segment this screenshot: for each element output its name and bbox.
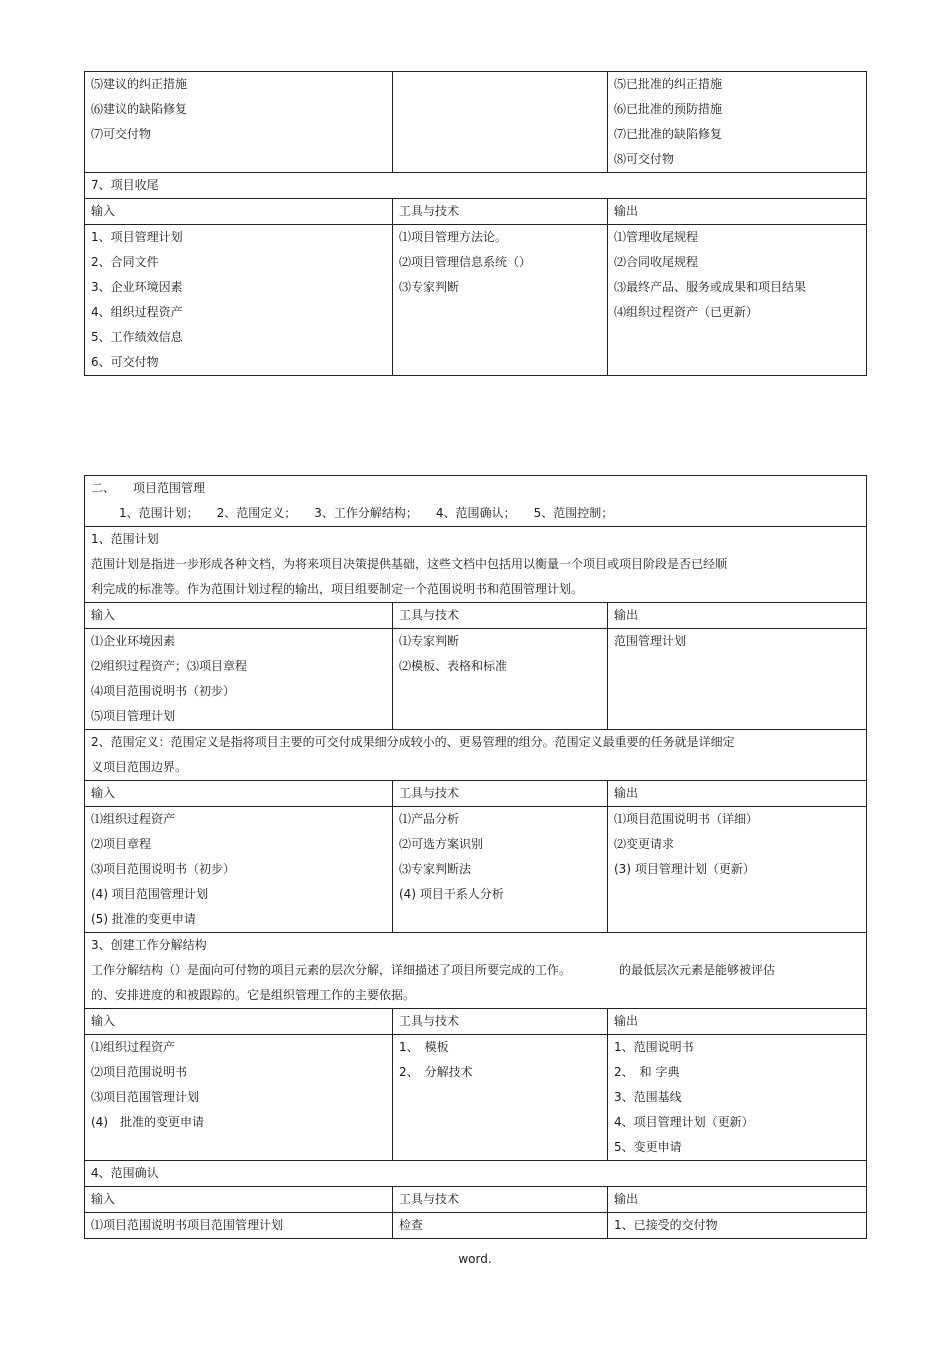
list-item: (4) 项目范围管理计划 (91, 887, 208, 901)
section-title: 7、项目收尾 (85, 173, 867, 199)
section-description: 范围计划是指进一步形成各种文档，为将来项目决策提供基础，这些文档中包括用以衡量一个项目或项目阶段是否已经顺 (91, 557, 728, 571)
list-item: ⑹建议的缺陷修复 (91, 102, 188, 116)
column-headers (85, 603, 867, 629)
overview-item: 4、范围确认； (435, 506, 516, 520)
scope-define-desc-row (85, 730, 867, 781)
list-item: 1、范围说明书 (614, 1040, 694, 1054)
list-item: ⑵项目章程 (91, 837, 152, 851)
list-item: ⑻可交付物 (614, 152, 675, 166)
list-item: 1、项目管理计划 (91, 230, 183, 244)
col-header-inputs: 输入 (85, 1009, 393, 1035)
list-item: 3、范围基线 (614, 1090, 682, 1104)
list-item: 3、企业环境因素 (91, 280, 183, 294)
list-item: 2、合同文件 (91, 255, 159, 269)
section-description: 义项目范围边界。 (91, 760, 188, 774)
continued-row (85, 72, 867, 173)
overview-item: 5、范围控制； (533, 506, 614, 520)
list-item: 4、项目管理计划（更新） (614, 1115, 754, 1129)
list-item: 5、工作绩效信息 (91, 330, 183, 344)
list-item: 1、 模板 (399, 1040, 449, 1054)
list-item: 1、已接受的交付物 (614, 1218, 718, 1232)
list-item: (3) 项目管理计划（更新） (614, 862, 755, 876)
list-item: ⑴专家判断 (399, 634, 460, 648)
column-headers (85, 781, 867, 807)
content-row (85, 225, 867, 376)
col-header-inputs: 输入 (85, 781, 393, 807)
content-row (85, 1035, 867, 1161)
overview-item: 3、工作分解结构； (314, 506, 418, 520)
content-row (85, 629, 867, 730)
list-item: ⑶项目范围说明书（初步） (91, 862, 236, 876)
list-item: ⑷组织过程资产（已更新） (614, 305, 759, 319)
list-item: ⑵合同收尾规程 (614, 255, 699, 269)
outputs-cell (608, 629, 867, 730)
outputs-cell (608, 807, 867, 933)
col-header-outputs: 输出 (608, 1187, 867, 1213)
list-item: 检查 (399, 1218, 424, 1232)
list-item: ⑶项目范围管理计划 (91, 1090, 200, 1104)
list-item: 范围管理计划 (614, 634, 687, 648)
col-header-inputs: 输入 (85, 1187, 393, 1213)
tools-cell (393, 1035, 608, 1161)
closing-process-table (84, 71, 867, 376)
overview-item: 1、范围计划； (119, 506, 199, 520)
list-item: 2、 分解技术 (399, 1065, 473, 1079)
list-item: ⑴组织过程资产 (91, 812, 176, 826)
section-description: 2、范围定义：范围定义是指将项目主要的可交付成果细分成较小的、更易管理的组分。范围定义最重要的任务就是详细定 (91, 735, 735, 749)
tools-cell (393, 72, 608, 173)
list-item: ⑺可交付物 (91, 127, 152, 141)
scope-header-row (85, 476, 867, 527)
list-item: ⑵变更请求 (614, 837, 675, 851)
list-item: (4) 批准的变更申请 (91, 1115, 204, 1129)
outputs-cell (608, 1213, 867, 1239)
col-header-outputs: 输出 (608, 199, 867, 225)
section-description: 的、安排进度的和被跟踪的。它是组织管理工作的主要依据。 (91, 988, 416, 1002)
section-title: 3、创建工作分解结构 (91, 938, 207, 952)
tools-cell (393, 1213, 608, 1239)
list-item: ⑴管理收尾规程 (614, 230, 699, 244)
col-header-outputs: 输出 (608, 1009, 867, 1035)
list-item: ⑶专家判断 (399, 280, 460, 294)
tools-cell (393, 807, 608, 933)
outputs-cell (608, 225, 867, 376)
list-item: ⑵项目范围说明书 (91, 1065, 188, 1079)
list-item: ⑸已批准的纠正措施 (614, 77, 723, 91)
list-item: ⑶专家判断法 (399, 862, 472, 876)
list-item: ⑴企业环境因素 (91, 634, 176, 648)
list-item: ⑴产品分析 (399, 812, 460, 826)
tools-cell (393, 629, 608, 730)
inputs-cell (85, 225, 393, 376)
col-header-outputs: 输出 (608, 781, 867, 807)
chapter-number: 二、 (91, 481, 116, 495)
overview-item: 2、范围定义； (216, 506, 297, 520)
col-header-inputs: 输入 (85, 199, 393, 225)
inputs-cell (85, 1035, 393, 1161)
list-item: ⑴组织过程资产 (91, 1040, 176, 1054)
inputs-cell (85, 1213, 393, 1239)
scope-management-table (84, 475, 867, 1239)
list-item: ⑶最终产品、服务或成果和项目结果 (614, 280, 807, 294)
description-part: 工作分解结构（）是面向可付物的项目元素的层次分解，详细描述了项目所要完成的工作。 (91, 963, 572, 977)
list-item: ⑵可选方案识别 (399, 837, 484, 851)
chapter-title (91, 476, 860, 501)
list-item: ⑴项目范围说明书项目范围管理计划 (91, 1218, 284, 1232)
outputs-cell (608, 1035, 867, 1161)
section-description: 利完成的标准等。作为范围计划过程的输出，项目组要制定一个范围说明书和范围管理计划。 (91, 582, 584, 596)
list-item: (4) 项目干系人分析 (399, 887, 504, 901)
col-header-tools: 工具与技术 (393, 199, 608, 225)
list-item: ⑵模板、表格和标准 (399, 659, 508, 673)
list-item: ⑴项目管理方法论。 (399, 230, 508, 244)
scope-plan-desc-row (85, 527, 867, 603)
column-headers (85, 1187, 867, 1213)
list-item: ⑺已批准的缺陷修复 (614, 127, 723, 141)
chapter-overview (91, 501, 860, 526)
content-row (85, 1213, 867, 1239)
description-part: 的最低层次元素是能够被评估 (619, 963, 776, 977)
list-item: ⑵组织过程资产；⑶项目章程 (91, 659, 248, 673)
list-item: 5、变更申请 (614, 1140, 682, 1154)
col-header-inputs: 输入 (85, 603, 393, 629)
column-headers (85, 1009, 867, 1035)
content-row (85, 807, 867, 933)
inputs-cell (85, 72, 393, 173)
wbs-desc-row (85, 933, 867, 1009)
list-item: 4、组织过程资产 (91, 305, 183, 319)
list-item: ⑷项目范围说明书（初步） (91, 684, 236, 698)
page-footer: word. (458, 1252, 492, 1266)
section-title: 1、范围计划 (91, 532, 159, 546)
list-item: ⑴项目范围说明书（详细） (614, 812, 759, 826)
col-header-tools: 工具与技术 (393, 1009, 608, 1035)
inputs-cell (85, 629, 393, 730)
section-description (91, 958, 860, 983)
list-item: 6、可交付物 (91, 355, 159, 369)
list-item: ⑸项目管理计划 (91, 709, 176, 723)
section-title: 4、范围确认 (85, 1161, 867, 1187)
inputs-cell (85, 807, 393, 933)
chapter-title-text: 项目范围管理 (133, 481, 206, 495)
list-item: (5) 批准的变更申请 (91, 912, 196, 926)
list-item: ⑹已批准的预防措施 (614, 102, 723, 116)
list-item: 2、 和 字典 (614, 1065, 680, 1079)
col-header-tools: 工具与技术 (393, 603, 608, 629)
column-headers (85, 199, 867, 225)
list-item: ⑸建议的纠正措施 (91, 77, 188, 91)
col-header-outputs: 输出 (608, 603, 867, 629)
list-item: ⑵项目管理信息系统（） (399, 255, 532, 269)
tools-cell (393, 225, 608, 376)
col-header-tools: 工具与技术 (393, 1187, 608, 1213)
col-header-tools: 工具与技术 (393, 781, 608, 807)
outputs-cell (608, 72, 867, 173)
